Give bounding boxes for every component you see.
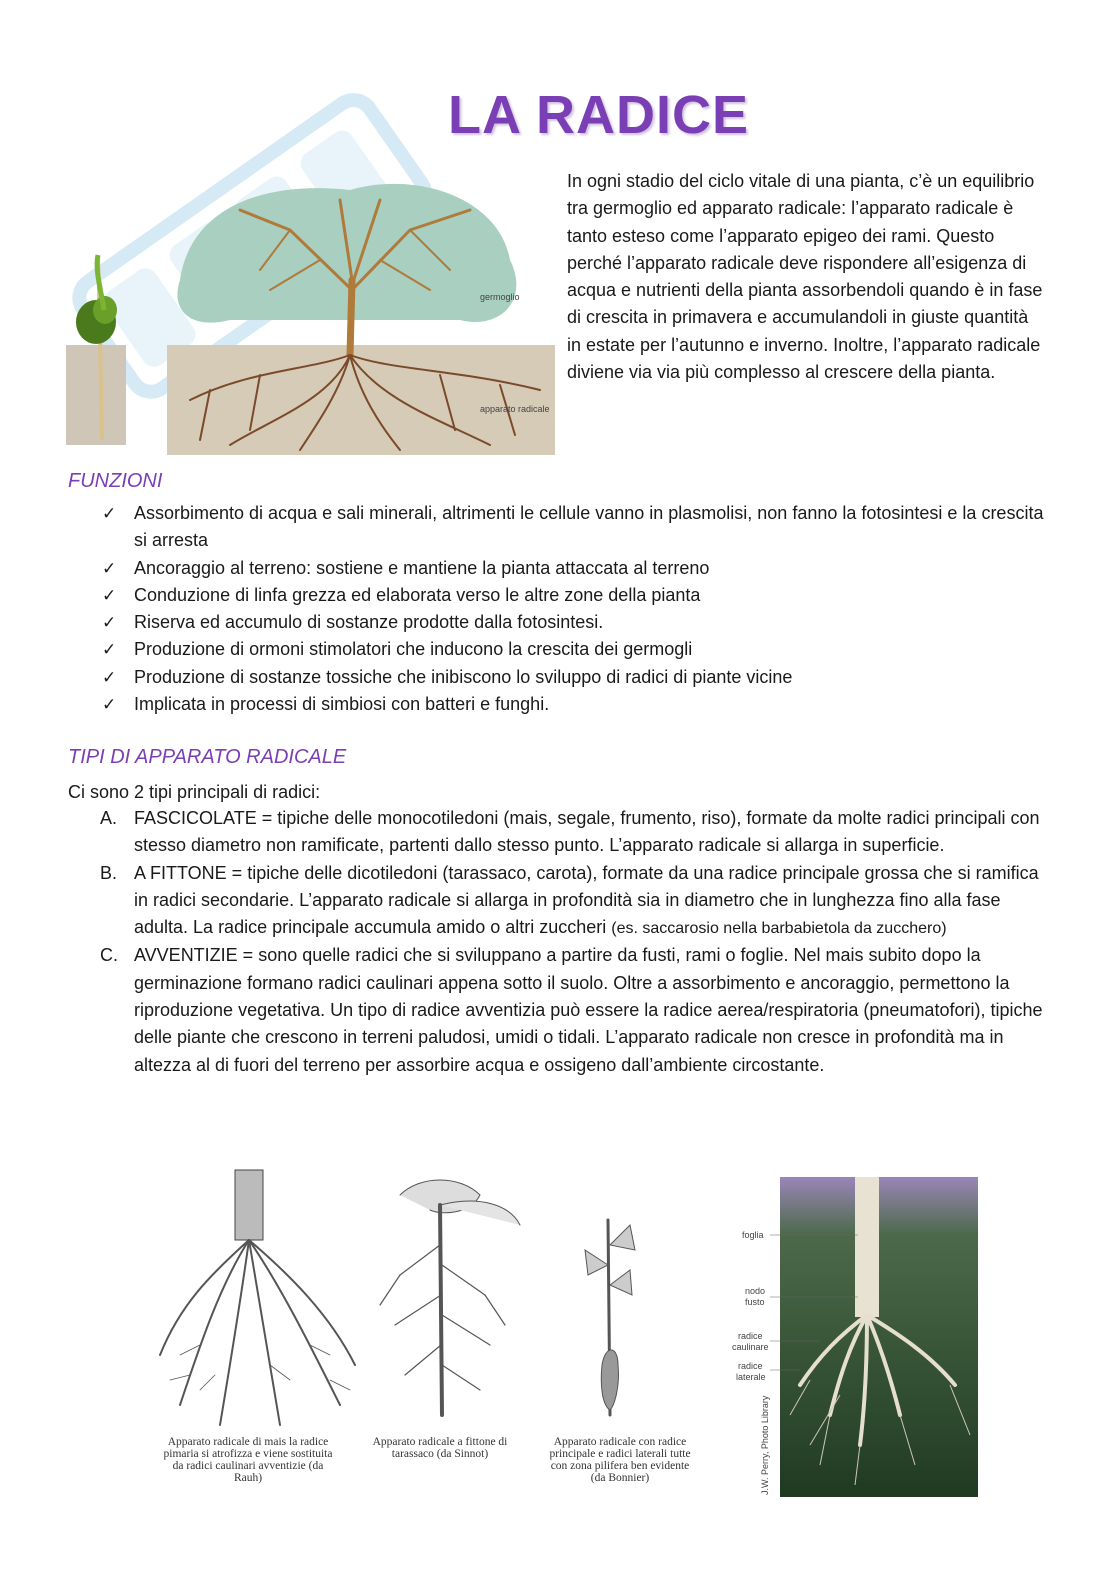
photo-label-nodo: nodo — [745, 1286, 766, 1296]
funzioni-heading: FUNZIONI — [68, 470, 163, 492]
list-item: ✓ Ancoraggio al terreno: sostiene e mantiene la pianta attaccata al terreno — [100, 555, 1060, 582]
tipi-intro: Ci sono 2 tipi principali di radici: — [68, 782, 321, 802]
fig-caption-3: Apparato radicale con radice — [553, 1436, 687, 1448]
page-title: LA RADICE — [448, 85, 749, 145]
photo-credit: J.W. Perry, Photo Library — [760, 1395, 770, 1495]
list-item: ✓ Conduzione di linfa grezza ed elaborata verso le altre zone della pianta — [100, 582, 1060, 609]
list-letter: C. — [100, 945, 118, 966]
lateral-root-drawing — [585, 1220, 635, 1415]
fig-caption-1: Apparato radicale di mais la radice — [167, 1436, 329, 1448]
fibrous-root-drawing — [160, 1170, 355, 1425]
check-icon: ✓ — [102, 613, 117, 633]
root-types-figures — [140, 1165, 1020, 1505]
check-icon: ✓ — [102, 695, 117, 715]
svg-text:con zona pilifera ben evidente: con zona pilifera ben evidente — [550, 1460, 690, 1472]
svg-text:pimaria si atrofizza e viene s: pimaria si atrofizza e viene sostituita — [163, 1448, 333, 1460]
funzioni-list — [100, 500, 1060, 718]
list-item: ✓ Produzione di sostanze tossiche che inibiscono lo sviluppo di radici di piante vicine — [100, 664, 1060, 691]
list-item: ✓ Implicata in processi di simbiosi con batteri e funghi. — [100, 691, 1060, 718]
tipi-heading: TIPI DI APPARATO RADICALE — [68, 746, 347, 768]
tipi-list — [100, 805, 1045, 1079]
svg-text:tarassaco (da Sinnot): tarassaco (da Sinnot) — [391, 1448, 489, 1460]
germoglio-label: germoglio — [480, 292, 520, 302]
svg-text:da radici caulinari avventizie: da radici caulinari avventizie (da — [172, 1460, 324, 1472]
photo-label-radice-2: radice — [738, 1361, 763, 1371]
maize-root-photo — [780, 1177, 978, 1497]
list-letter: B. — [100, 862, 118, 883]
photo-label-radice: radice — [738, 1331, 763, 1341]
list-item: ✓ Assorbimento di acqua e sali minerali, altrimenti le cellule vanno in plasmolisi, non fanno la fotosintesi e la crescita si arresta — [100, 500, 1060, 555]
list-item: ✓ Riserva ed accumulo di sostanze prodotte dalla fotosintesi. — [100, 609, 1060, 636]
check-icon: ✓ — [102, 504, 117, 523]
taproot-drawing — [380, 1180, 520, 1415]
apparato-label: apparato radicale — [480, 404, 550, 414]
photo-label-caulinare: caulinare — [732, 1342, 769, 1352]
svg-text:(da Bonnier): (da Bonnier) — [590, 1472, 650, 1484]
intro-paragraph: In ogni stadio del ciclo vitale di una pianta, c’è un equilibrio tra germoglio ed apparato radicale: l’apparato radicale è tanto esteso come l’apparato epigeo dei rami. Questo perché l’apparato radicale deve rispondere all’esigenza di acqua e nutrienti della pianta assorbendoli quando è in fase di crescita in primavera e accumulandoli in giuste quantità in estate per l’autunno e inverno. Inoltre, l’apparato radicale diviene via via più complesso al crescere della pianta. — [567, 171, 1043, 383]
list-item: A. FASCICOLATE = tipiche delle monocotiledoni (mais, segale, frumento, riso), formate da molte radici principali con stesso diametro non ramificate, partenti dallo stesso punto. L’apparato radicale si allarga in superficie. — [100, 805, 1045, 860]
check-icon: ✓ — [102, 585, 117, 605]
list-letter: A. — [100, 808, 118, 828]
tree-root-illustration — [60, 160, 555, 460]
check-icon: ✓ — [102, 640, 117, 660]
list-item: ✓ Produzione di ormoni stimolatori che inducono la crescita dei germogli — [100, 636, 1060, 663]
photo-label-laterale: laterale — [736, 1372, 766, 1382]
check-icon: ✓ — [102, 558, 117, 578]
photo-label-foglia: foglia — [742, 1230, 764, 1240]
photo-label-fusto: fusto — [745, 1297, 765, 1307]
list-item: B. A FITTONE = tipiche delle dicotiledoni (tarassaco, carota), formate da una radice principale grossa che si ramifica in radici secondarie. L’apparato radicale si allarga in profondità sia in diametro che in lunghezza fino alla fase adulta. La radice principale accumula amido o altri zuccheri (es. saccarosio nella barbabietola da zucchero) — [100, 860, 1045, 943]
svg-text:principale e radici laterali t: principale e radici laterali tutte — [549, 1448, 691, 1460]
check-icon: ✓ — [102, 667, 117, 687]
svg-text:Rauh): Rauh) — [233, 1472, 263, 1484]
fig-caption-2: Apparato radicale a fittone di — [372, 1436, 508, 1448]
seedling-soil — [66, 345, 126, 445]
list-item: C. AVVENTIZIE = sono quelle radici che si sviluppano a partire da fusti, rami o foglie. Nel mais subito dopo la germinazione formano radici caulinari appena sotto il suolo. Oltre a assorbimento e ancoraggio, permettono la riproduzione vegetativa. Un tipo di radice avventizia può essere la radice aerea/respiratoria (pneumatofori), tipiche delle piante che crescono in terreni paludosi, umidi o tidali. L’apparato radicale non cresce in profondità ma in altezza al di fuori del terreno per assorbire acqua e ossigeno dall’ambiente circostante. — [100, 942, 1045, 1078]
